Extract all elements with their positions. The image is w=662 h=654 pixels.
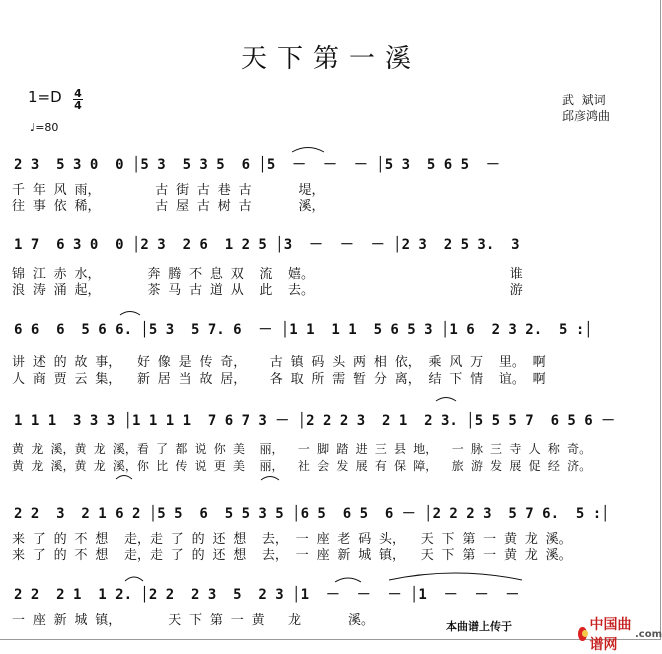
upload-note: 本曲谱上传于 — [446, 620, 512, 633]
globe-icon — [578, 627, 587, 641]
lyric-line-2: 黄 龙 溪，黄 龙 溪，你 比 传 说 更 美 丽， 社 会 发 展 有 保 障， 旅 游 发 展 促 经 济。 — [12, 459, 592, 473]
credits — [562, 92, 610, 124]
key-signature: 1=D — [28, 88, 62, 106]
meter-bottom: 4 — [74, 99, 82, 112]
notation-line: 1 1 1 3 3 3 │1 1 1 1 7 6 7 3 － │2 2 2 3 2 1 2 3. │5 5 5 7 6 5 6 － — [14, 413, 616, 429]
lyric-line-2: 往 事 依 稀， 古 屋 古 树 古 溪， — [12, 199, 325, 214]
site-logo[interactable] — [578, 614, 662, 654]
time-signature — [72, 88, 84, 111]
logo-tld: .com — [634, 628, 662, 640]
lyric-line-1: 讲 述 的 故 事， 好 像 是 传 奇， 古 镇 码 头 两 相 依， 乘 风 万 里。 啊 — [12, 355, 546, 370]
notation-line: 2 2 3 2 1 6 2 │5 5 6 5 5 3 5 │6 5 6 5 6 － │2 2 2 3 5 7 6. 5 :│ — [14, 506, 610, 522]
logo-text: 中国曲谱网 — [589, 617, 632, 653]
notation-line: 2 3 5 3 0 0 │5 3 5 3 5 6 │5 － － － │5 3 5 6 5 － — [14, 157, 500, 173]
notation-line: 1 7 6 3 0 0 │2 3 2 6 1 2 5 │3 － － － │2 3 2 5 3. 3 — [14, 237, 520, 253]
notation-line: 6 6 6 5 6 6. │5 3 5 7. 6 － │1 1 1 1 5 6 5 3 │1 6 2 3 2. 5 :│ — [14, 322, 593, 338]
lyric-line-1: 来 了 的 不 想 走，走 了 的 还 想 去， 一 座 老 码 头， 天 下 第 一 黄 龙 溪。 — [12, 532, 572, 547]
lyric-line-2: 浪 涛 涌 起， 茶 马 古 道 从 此 去。 游 — [12, 283, 523, 298]
lyric-line-2: 来 了 的 不 想 走，走 了 的 还 想 去， 一 座 新 城 镇， 天 下 第 一 黄 龙 溪。 — [12, 548, 572, 563]
lyric-line-1: 千 年 风 雨， 古 街 古 巷 古 堤， — [12, 183, 325, 198]
meter-top: 4 — [74, 87, 82, 100]
lyric-line-1: 黄 龙 溪，黄 龙 溪，看 了 都 说 你 美 丽， 一 脚 踏 进 三 县 地， 一 脉 三 寺 人 称 奇。 — [12, 442, 592, 456]
tempo-marking: ♩=80 — [30, 121, 59, 134]
lyric-line-1: 锦 江 赤 水， 奔 腾 不 息 双 流 嬉。 谁 — [12, 267, 523, 282]
lyric-line-1: 一 座 新 城 镇， 天 下 第 一 黄 龙 溪。 — [12, 613, 375, 628]
song-title: 天下第一溪 — [240, 44, 421, 74]
lyric-line-2: 人 商 贾 云 集， 新 居 当 故 居， 各 取 所 需 暂 分 离， 结 下 情 谊。 啊 — [12, 372, 546, 387]
notation-line: 2 2 2 1 1 2. │2 2 2 3 5 2 3 │1 － － － │1 － － － — [14, 587, 520, 603]
lyricist: 武 斌词 — [562, 93, 606, 107]
composer: 邱彦鸿曲 — [562, 109, 611, 123]
